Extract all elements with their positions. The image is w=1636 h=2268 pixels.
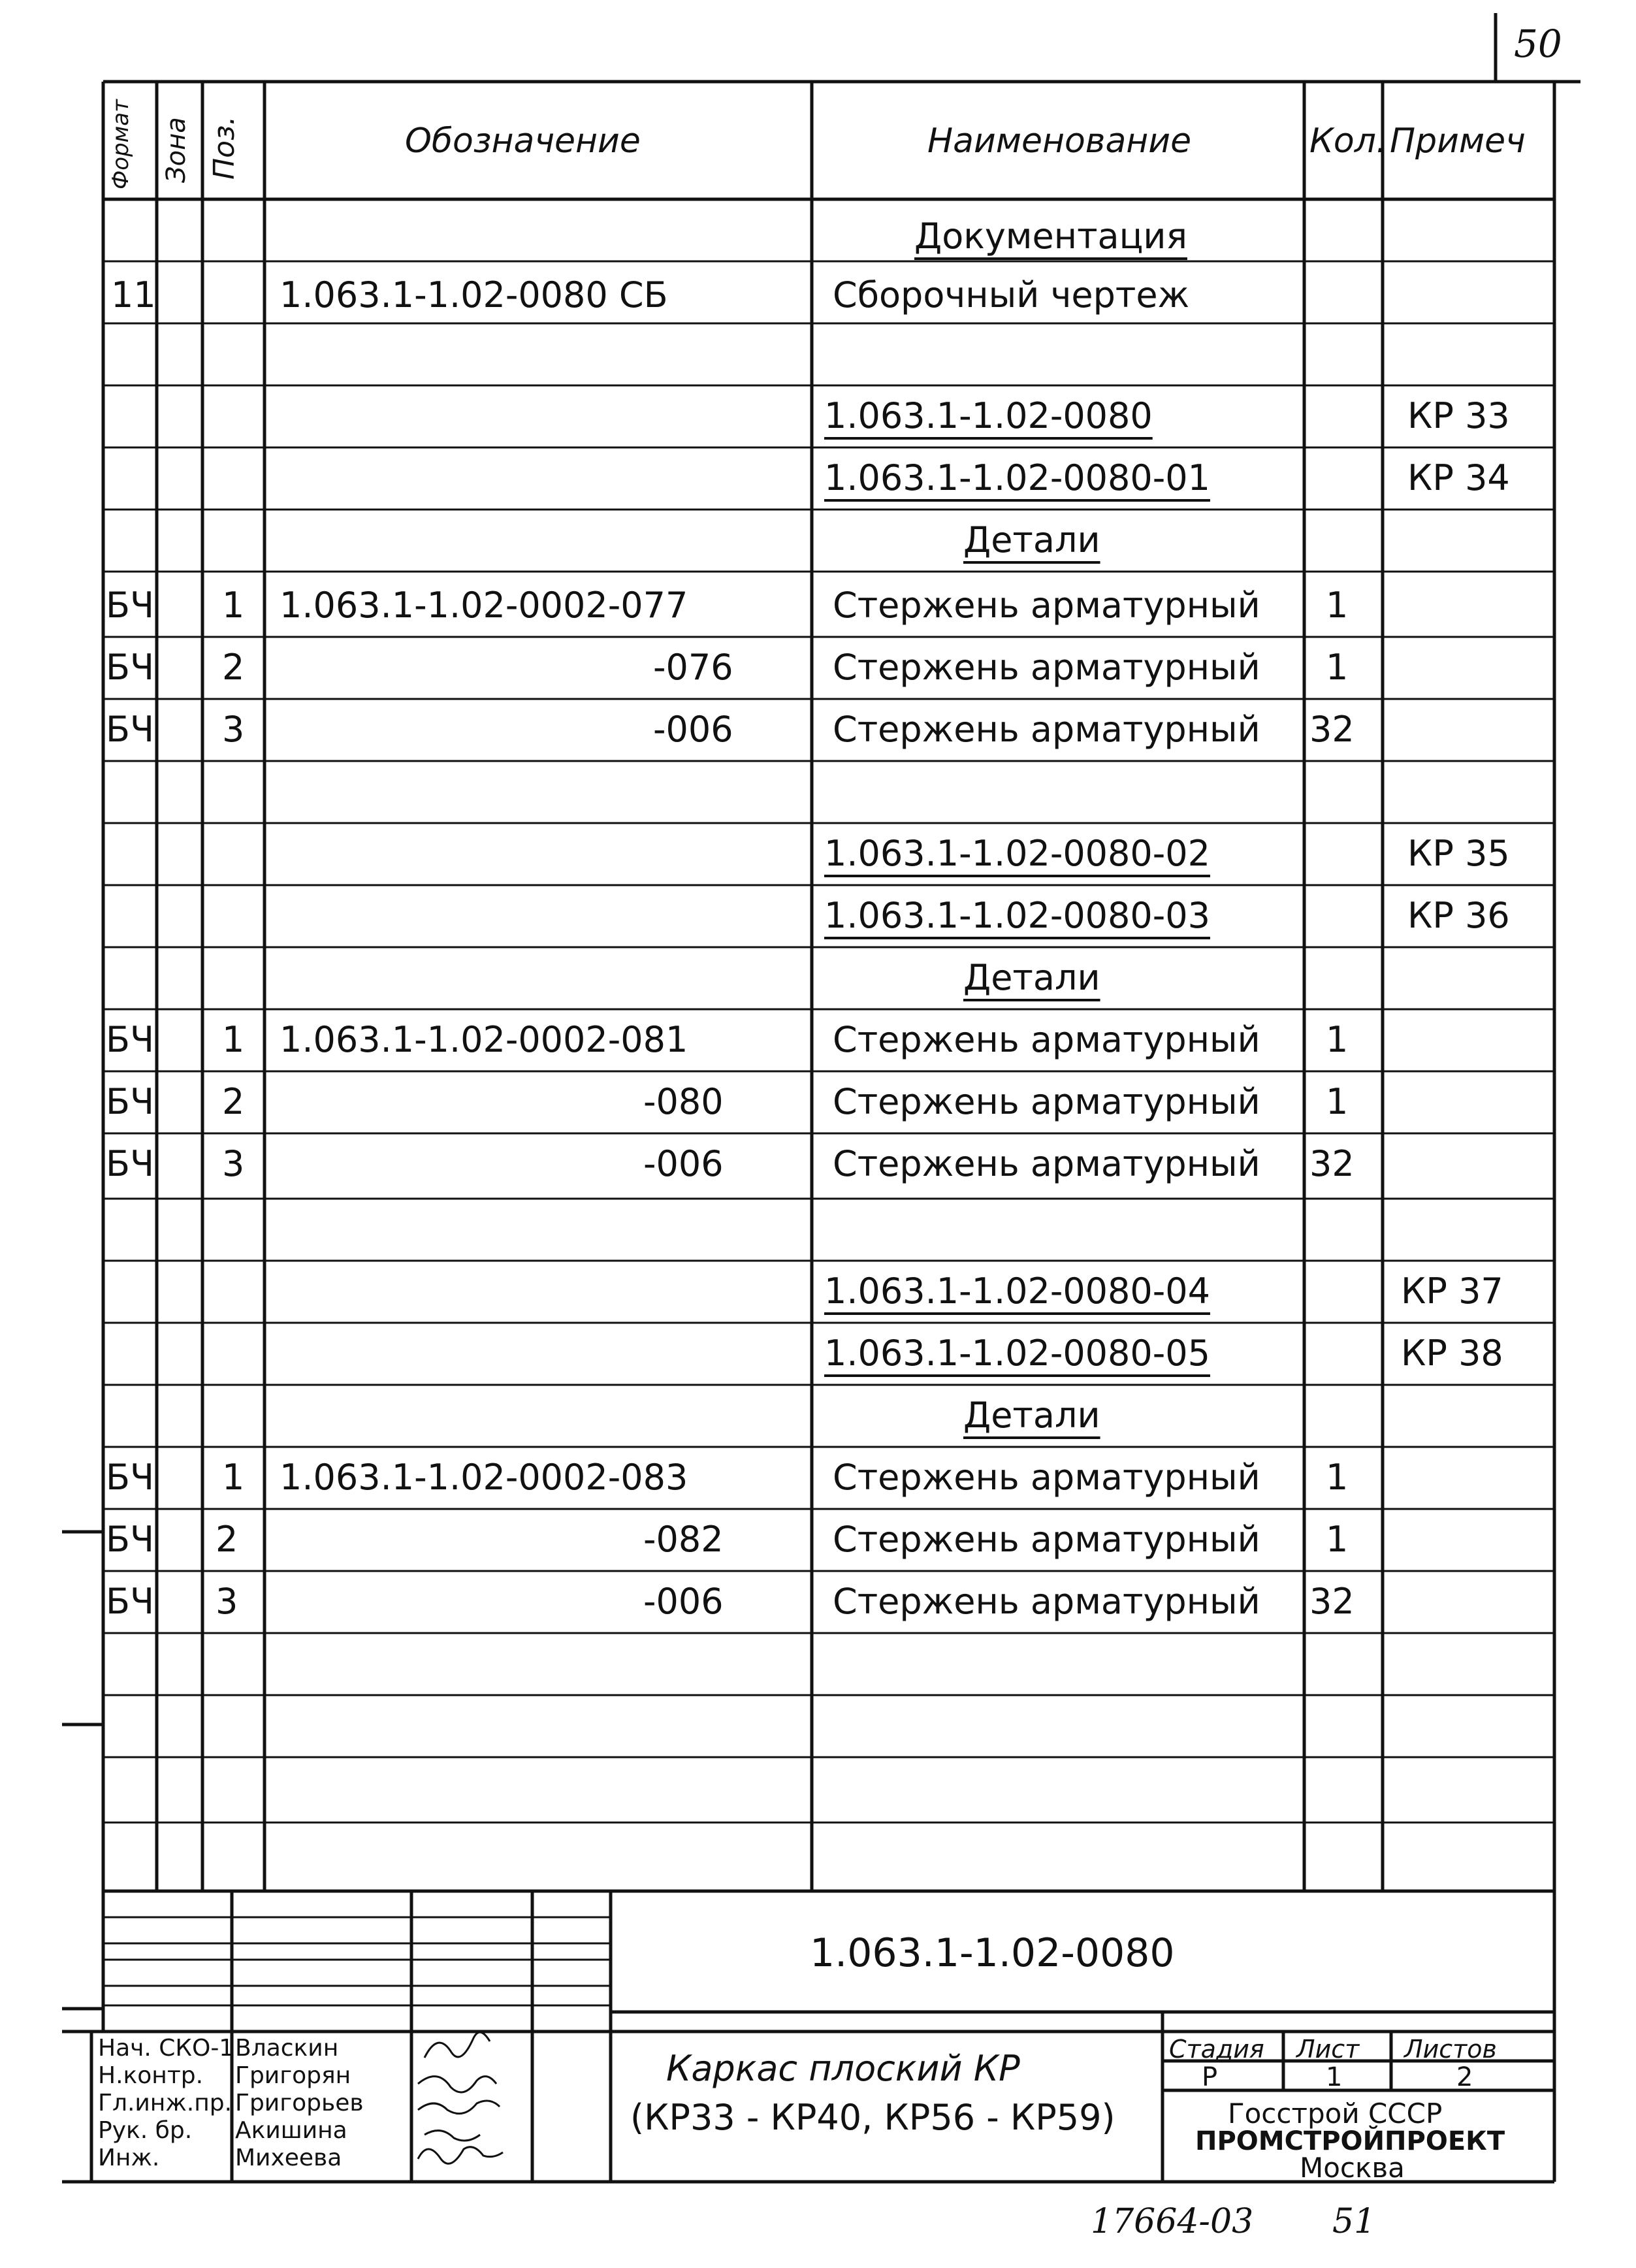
detail-designation: 1.063.1-1.02-0002-081 [280, 1019, 688, 1060]
detail-format: БЧ [106, 709, 155, 750]
variant-designation: 1.063.1-1.02-0080 [824, 395, 1153, 436]
detail-format: БЧ [106, 585, 155, 626]
footer-page: 51 [1332, 2202, 1376, 2241]
signer-role: Рук. бр. [98, 2117, 193, 2144]
signer-role: Гл.инж.пр. [98, 2090, 233, 2116]
detail-pos: 2 [216, 1519, 238, 1560]
detail-pos: 1 [222, 1019, 245, 1060]
doc-format: 11 [111, 274, 156, 316]
signer-name: Власкин [235, 2035, 339, 2062]
section-details: Детали [963, 519, 1100, 560]
variant-designation: 1.063.1-1.02-0080-03 [824, 895, 1210, 936]
detail-format: БЧ [106, 647, 155, 688]
detail-qty: 32 [1309, 1581, 1355, 1622]
detail-name: Стержень арматурный [833, 1581, 1260, 1622]
header-note: Примеч [1390, 122, 1526, 161]
stamp-org-line1: Госстрой СССР [1228, 2098, 1443, 2130]
signature-4 [425, 2131, 480, 2141]
stamp-org-line3: Москва [1300, 2152, 1405, 2184]
detail-pos: 3 [222, 1143, 245, 1184]
detail-format: БЧ [106, 1143, 155, 1184]
detail-designation: -006 [653, 709, 733, 750]
detail-pos: 2 [222, 647, 245, 688]
stamp-sheet-label: Лист [1296, 2035, 1360, 2064]
detail-qty: 1 [1326, 1519, 1349, 1560]
header-designation: Обозначение [405, 122, 641, 161]
stamp-sheets-label: Листов [1404, 2035, 1497, 2064]
header-zone: Зона [161, 117, 191, 183]
detail-pos: 1 [222, 1457, 245, 1498]
signature-3 [418, 2101, 500, 2114]
signature-5 [418, 2147, 503, 2164]
variant-designation: 1.063.1-1.02-0080-01 [824, 457, 1210, 498]
detail-qty: 1 [1326, 1457, 1349, 1498]
variant-note: КР 36 [1407, 895, 1510, 936]
detail-designation: 1.063.1-1.02-0002-077 [280, 585, 688, 626]
doc-name: Сборочный чертеж [833, 274, 1190, 316]
detail-qty: 1 [1326, 585, 1349, 626]
detail-designation: -076 [653, 647, 733, 688]
doc-designation: 1.063.1-1.02-0080 СБ [280, 274, 668, 316]
detail-pos: 3 [216, 1581, 238, 1622]
footer-code: 17664-03 [1091, 2202, 1254, 2241]
variant-note: КР 38 [1401, 1333, 1503, 1374]
detail-qty: 32 [1309, 709, 1355, 750]
variant-designation: 1.063.1-1.02-0080-04 [824, 1271, 1210, 1312]
stamp-stage: Р [1202, 2062, 1218, 2092]
header-pos: Поз. [208, 116, 241, 180]
stamp-title-line2: (КР33 - КР40, КР56 - КР59) [630, 2097, 1115, 2138]
section-details: Детали [963, 1395, 1100, 1436]
detail-format: БЧ [106, 1581, 155, 1622]
stamp-sheet: 1 [1326, 2062, 1343, 2092]
signer-name: Григорян [235, 2062, 351, 2089]
variant-note: КР 35 [1407, 833, 1510, 874]
stamp-org-line2: ПРОМСТРОЙПРОЕКТ [1195, 2126, 1505, 2156]
detail-designation: -006 [643, 1581, 724, 1622]
variant-designation: 1.063.1-1.02-0080-02 [824, 833, 1210, 874]
signature-1 [425, 2032, 490, 2058]
detail-name: Стержень арматурный [833, 1019, 1260, 1060]
detail-name: Стержень арматурный [833, 1143, 1260, 1184]
detail-pos: 3 [222, 709, 245, 750]
detail-format: БЧ [106, 1019, 155, 1060]
detail-designation: 1.063.1-1.02-0002-083 [280, 1457, 688, 1498]
signer-name: Акишина [235, 2117, 347, 2144]
header-format: Формат [108, 99, 134, 189]
detail-name: Стержень арматурный [833, 647, 1260, 688]
detail-designation: -006 [643, 1143, 724, 1184]
detail-designation: -082 [643, 1519, 724, 1560]
section-documentation: Документация [914, 216, 1187, 257]
signer-role: Инж. [98, 2145, 160, 2171]
detail-format: БЧ [106, 1081, 155, 1122]
stamp-title-line1: Каркас плоский КР [666, 2048, 1020, 2089]
detail-name: Стержень арматурный [833, 1457, 1260, 1498]
detail-qty: 32 [1309, 1143, 1355, 1184]
signature-2 [418, 2077, 496, 2092]
header-qty: Кол. [1309, 122, 1387, 161]
detail-format: БЧ [106, 1519, 155, 1560]
header-name: Наименование [927, 122, 1192, 161]
page-number: 50 [1514, 22, 1562, 66]
variant-designation: 1.063.1-1.02-0080-05 [824, 1333, 1210, 1374]
detail-qty: 1 [1326, 647, 1349, 688]
detail-pos: 1 [222, 585, 245, 626]
stamp-doc-number: 1.063.1-1.02-0080 [810, 1930, 1175, 1976]
detail-qty: 1 [1326, 1081, 1349, 1122]
stamp-sheets: 2 [1456, 2062, 1473, 2092]
stamp-stage-label: Стадия [1169, 2035, 1264, 2064]
signer-name: Михеева [235, 2145, 342, 2171]
detail-designation: -080 [643, 1081, 724, 1122]
signer-role: Нач. СКО-1 [98, 2035, 234, 2062]
detail-name: Стержень арматурный [833, 1519, 1260, 1560]
signer-role: Н.контр. [98, 2062, 204, 2089]
detail-format: БЧ [106, 1457, 155, 1498]
variant-note: КР 34 [1407, 457, 1510, 498]
signer-name: Григорьев [235, 2090, 364, 2116]
variant-note: КР 33 [1407, 395, 1510, 436]
variant-note: КР 37 [1401, 1271, 1503, 1312]
detail-name: Стержень арматурный [833, 1081, 1260, 1122]
section-details: Детали [963, 957, 1100, 998]
detail-pos: 2 [222, 1081, 245, 1122]
detail-qty: 1 [1326, 1019, 1349, 1060]
detail-name: Стержень арматурный [833, 709, 1260, 750]
detail-name: Стержень арматурный [833, 585, 1260, 626]
